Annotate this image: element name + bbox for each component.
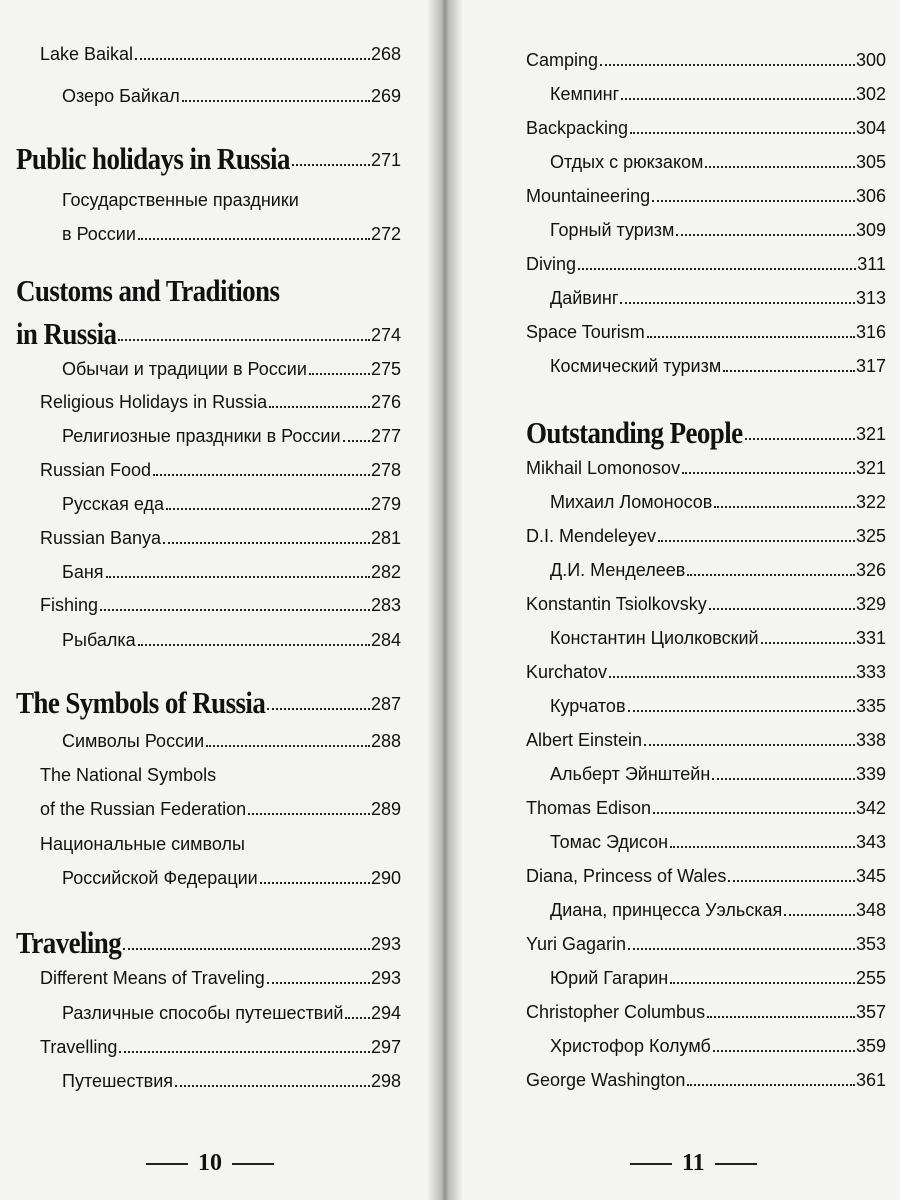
page-ref: 335 xyxy=(855,696,886,716)
dot-leader xyxy=(292,164,370,166)
dot-leader xyxy=(723,370,855,372)
entry-title: Баня xyxy=(62,562,104,582)
entry-title: Christopher Columbus xyxy=(526,1002,706,1022)
entry-title: Russian Banya xyxy=(40,528,162,548)
dot-leader xyxy=(712,778,855,780)
entry-title: Михаил Ломоносов xyxy=(550,492,713,512)
toc-entry xyxy=(16,868,401,889)
toc-entry xyxy=(16,595,401,616)
toc-entry xyxy=(16,1071,401,1092)
dot-leader xyxy=(123,948,370,950)
page-ref: 357 xyxy=(855,1002,886,1022)
toc-entry xyxy=(526,1036,886,1057)
page-ref: 353 xyxy=(855,934,886,954)
dot-leader xyxy=(652,200,855,202)
toc-entry xyxy=(526,220,886,241)
dot-leader xyxy=(628,710,855,712)
page-ref: 288 xyxy=(370,731,401,751)
entry-title: Mountaineering xyxy=(526,186,651,206)
page-ref: 293 xyxy=(370,934,401,954)
toc-entry xyxy=(526,934,886,955)
page-ref: 331 xyxy=(855,628,886,648)
page-ref: 321 xyxy=(855,424,886,444)
page-ref: 333 xyxy=(855,662,886,682)
dot-leader xyxy=(182,100,370,102)
toc-entry xyxy=(526,1070,886,1091)
dot-leader xyxy=(728,880,855,882)
page-ref: 297 xyxy=(370,1037,401,1057)
entry-title: Альберт Эйнштейн xyxy=(550,764,711,784)
dot-leader xyxy=(343,440,370,442)
toc-entry xyxy=(16,392,401,413)
dot-leader xyxy=(647,336,855,338)
section-title: Outstanding People xyxy=(526,415,743,450)
page-ref: 338 xyxy=(855,730,886,750)
page-ref: 271 xyxy=(370,150,401,170)
entry-title: Konstantin Tsiolkovsky xyxy=(526,594,707,614)
dot-leader xyxy=(309,373,370,375)
page-ref: 325 xyxy=(855,526,886,546)
entry-title: Христофор Колумб xyxy=(550,1036,711,1056)
toc-entry xyxy=(526,730,886,751)
toc-entry xyxy=(16,562,401,583)
dot-leader xyxy=(707,1016,855,1018)
dot-leader xyxy=(269,406,370,408)
dot-leader xyxy=(621,98,855,100)
toc-entry xyxy=(526,832,886,853)
entry-title: Путешествия xyxy=(62,1071,174,1091)
entry-title: Albert Einstein xyxy=(526,730,643,750)
page-ref: 359 xyxy=(855,1036,886,1056)
entry-title: Национальные символы xyxy=(40,834,245,854)
entry-title: Озеро Байкал xyxy=(62,86,180,106)
toc-entry xyxy=(16,190,401,211)
page-ref: 326 xyxy=(855,560,886,580)
toc-entry xyxy=(16,968,401,989)
dot-leader xyxy=(670,982,855,984)
dot-leader xyxy=(628,948,855,950)
toc-entry xyxy=(526,628,886,649)
page-ref: 313 xyxy=(855,288,886,308)
entry-title: Diving xyxy=(526,254,577,274)
entry-title: The National Symbols xyxy=(40,765,217,785)
page-ref: 289 xyxy=(370,799,401,819)
dot-leader xyxy=(687,574,855,576)
entry-title: Different Means of Traveling xyxy=(40,968,265,988)
toc-entry xyxy=(16,426,401,447)
dot-leader xyxy=(709,608,855,610)
entry-title: Диана, принцесса Уэльская xyxy=(550,900,783,920)
dot-leader xyxy=(260,882,370,884)
page-ref: 272 xyxy=(370,224,401,244)
dot-leader xyxy=(670,846,855,848)
entry-title: Дайвинг xyxy=(550,288,619,308)
dot-leader xyxy=(658,540,855,542)
dot-leader xyxy=(653,812,855,814)
dot-leader xyxy=(714,506,855,508)
page-ref: 348 xyxy=(855,900,886,920)
toc-entry xyxy=(16,630,401,651)
toc-entry xyxy=(16,44,401,65)
dot-leader xyxy=(713,1050,855,1052)
dot-leader xyxy=(687,1084,855,1086)
page-ref: 281 xyxy=(370,528,401,548)
page-ref: 342 xyxy=(855,798,886,818)
dot-leader xyxy=(620,302,855,304)
page-ref: 309 xyxy=(855,220,886,240)
page-ref: 329 xyxy=(855,594,886,614)
toc-section-heading xyxy=(16,273,401,308)
entry-title: Camping xyxy=(526,50,599,70)
entry-title: Религиозные праздники в России xyxy=(62,426,341,446)
dot-leader xyxy=(106,576,370,578)
section-title: Public holidays in Russia xyxy=(16,141,290,176)
page-ref: 294 xyxy=(370,1003,401,1023)
entry-title: Thomas Edison xyxy=(526,798,652,818)
toc-entry xyxy=(526,696,886,717)
entry-title: Томас Эдисон xyxy=(550,832,669,852)
dot-leader xyxy=(761,642,855,644)
toc-entry xyxy=(526,458,886,479)
toc-entry xyxy=(526,594,886,615)
page-ref: 361 xyxy=(855,1070,886,1090)
toc-entry xyxy=(526,1002,886,1023)
entry-title: Рыбалка xyxy=(62,630,136,650)
page-number-right xyxy=(620,1150,767,1177)
dot-leader xyxy=(206,745,370,747)
page-ref: 321 xyxy=(855,458,886,478)
entry-title: Российской Федерации xyxy=(62,868,258,888)
dot-leader xyxy=(166,508,370,510)
toc-section-heading xyxy=(16,685,401,720)
entry-title: Religious Holidays in Russia xyxy=(40,392,268,412)
entry-title: Fishing xyxy=(40,595,99,615)
page-ref: 278 xyxy=(370,460,401,480)
entry-title: в России xyxy=(62,224,136,244)
dot-leader xyxy=(138,238,370,240)
dot-leader xyxy=(267,708,370,710)
page-ref: 268 xyxy=(370,44,401,64)
section-title: Traveling xyxy=(16,925,122,960)
toc-entry xyxy=(526,560,886,581)
entry-title: Travelling xyxy=(40,1037,118,1057)
toc-entry xyxy=(526,288,886,309)
entry-title: Diana, Princess of Wales xyxy=(526,866,727,886)
entry-title: Символы России xyxy=(62,731,205,751)
section-title: The Symbols of Russia xyxy=(16,685,266,720)
book-spine-gutter xyxy=(428,0,462,1200)
toc-entry xyxy=(526,50,886,71)
dot-leader xyxy=(578,268,856,270)
page-ref: 305 xyxy=(855,152,886,172)
entry-title: Lake Baikal xyxy=(40,44,134,64)
entry-title: Д.И. Менделеев xyxy=(550,560,686,580)
page-ref: 283 xyxy=(370,595,401,615)
dot-leader xyxy=(745,438,855,440)
toc-entry xyxy=(16,765,401,786)
dot-leader xyxy=(676,234,855,236)
dot-leader xyxy=(609,676,855,678)
page-number-right-text: 11 xyxy=(682,1150,705,1176)
section-title: Customs and Traditions xyxy=(16,273,280,308)
toc-entry xyxy=(526,322,886,343)
entry-title: Курчатов xyxy=(550,696,626,716)
page-ref: 345 xyxy=(855,866,886,886)
toc-entry xyxy=(526,492,886,513)
section-title: in Russia xyxy=(16,316,117,351)
toc-entry xyxy=(526,968,886,989)
entry-title: Константин Циолковский xyxy=(550,628,759,648)
dot-leader xyxy=(163,542,370,544)
entry-title: George Washington xyxy=(526,1070,686,1090)
toc-entry xyxy=(526,798,886,819)
entry-title: of the Russian Federation xyxy=(40,799,247,819)
dot-leader xyxy=(100,609,370,611)
toc-entry xyxy=(16,494,401,515)
entry-title: Отдых с рюкзаком xyxy=(550,152,704,172)
page-number-left xyxy=(136,1150,284,1177)
dot-leader xyxy=(175,1085,370,1087)
page-ref: 302 xyxy=(855,84,886,104)
entry-title: Кемпинг xyxy=(550,84,620,104)
dot-leader xyxy=(705,166,855,168)
entry-title: Различные способы путешествий xyxy=(62,1003,344,1023)
toc-entry xyxy=(526,526,886,547)
toc-entry xyxy=(526,764,886,785)
page-ref: 274 xyxy=(370,325,401,345)
toc-entry xyxy=(526,152,886,173)
dot-leader xyxy=(135,58,370,60)
toc-entry xyxy=(526,662,886,683)
dot-leader xyxy=(267,982,370,984)
toc-section-heading xyxy=(526,415,886,450)
dot-leader xyxy=(600,64,855,66)
page-ref: 298 xyxy=(370,1071,401,1091)
toc-entry xyxy=(16,1037,401,1058)
dot-leader xyxy=(138,644,370,646)
page-ref: 317 xyxy=(855,356,886,376)
toc-entry xyxy=(526,356,886,377)
page-ref: 282 xyxy=(370,562,401,582)
page-ref: 279 xyxy=(370,494,401,514)
dot-leader xyxy=(644,744,855,746)
entry-title: Горный туризм xyxy=(550,220,675,240)
toc-entry xyxy=(16,1003,401,1024)
dot-leader xyxy=(248,813,370,815)
entry-title: D.I. Mendeleyev xyxy=(526,526,657,546)
toc-section-heading xyxy=(16,141,401,176)
toc-entry xyxy=(16,359,401,380)
entry-title: Космический туризм xyxy=(550,356,722,376)
page-ref: 287 xyxy=(370,694,401,714)
entry-title: Юрий Гагарин xyxy=(550,968,669,988)
toc-entry xyxy=(16,86,401,107)
entry-title: Backpacking xyxy=(526,118,629,138)
toc-section-heading xyxy=(16,316,401,351)
page-ref: 269 xyxy=(370,86,401,106)
toc-entry xyxy=(526,84,886,105)
entry-title: Space Tourism xyxy=(526,322,645,342)
page-ref: 322 xyxy=(855,492,886,512)
toc-entry xyxy=(526,900,886,921)
page-number-left-text: 10 xyxy=(198,1150,222,1176)
toc-section-heading xyxy=(16,925,401,960)
folio-dash xyxy=(232,1163,274,1165)
folio-dash xyxy=(715,1163,757,1165)
toc-entry xyxy=(16,224,401,245)
dot-leader xyxy=(119,1051,370,1053)
entry-title: Kurchatov xyxy=(526,662,608,682)
page-ref: 339 xyxy=(855,764,886,784)
page-ref: 276 xyxy=(370,392,401,412)
toc-entry xyxy=(526,866,886,887)
toc-entry xyxy=(16,799,401,820)
page-ref: 304 xyxy=(855,118,886,138)
page-ref: 306 xyxy=(855,186,886,206)
toc-entry xyxy=(16,460,401,481)
toc-entry xyxy=(16,731,401,752)
page-ref: 275 xyxy=(370,359,401,379)
entry-title: Russian Food xyxy=(40,460,152,480)
page-ref: 311 xyxy=(857,254,886,274)
toc-entry xyxy=(526,118,886,139)
dot-leader xyxy=(153,474,370,476)
page-ref: 316 xyxy=(855,322,886,342)
dot-leader xyxy=(682,472,855,474)
page-ref: 277 xyxy=(370,426,401,446)
entry-title: Yuri Gagarin xyxy=(526,934,627,954)
dot-leader xyxy=(118,339,370,341)
toc-entry xyxy=(526,254,886,275)
page-ref: 343 xyxy=(855,832,886,852)
page-ref: 284 xyxy=(370,630,401,650)
entry-title: Обычаи и традиции в России xyxy=(62,359,307,379)
dot-leader xyxy=(784,914,855,916)
entry-title: Русская еда xyxy=(62,494,164,514)
toc-entry xyxy=(16,528,401,549)
entry-title: Mikhail Lomonosov xyxy=(526,458,681,478)
toc-entry xyxy=(16,834,401,855)
dot-leader xyxy=(345,1017,369,1019)
page-ref: 255 xyxy=(855,968,886,988)
folio-dash xyxy=(630,1163,672,1165)
folio-dash xyxy=(146,1163,188,1165)
toc-entry xyxy=(526,186,886,207)
entry-title: Государственные праздники xyxy=(62,190,299,210)
page-ref: 300 xyxy=(855,50,886,70)
page-ref: 290 xyxy=(370,868,401,888)
dot-leader xyxy=(630,132,855,134)
page-ref: 293 xyxy=(370,968,401,988)
